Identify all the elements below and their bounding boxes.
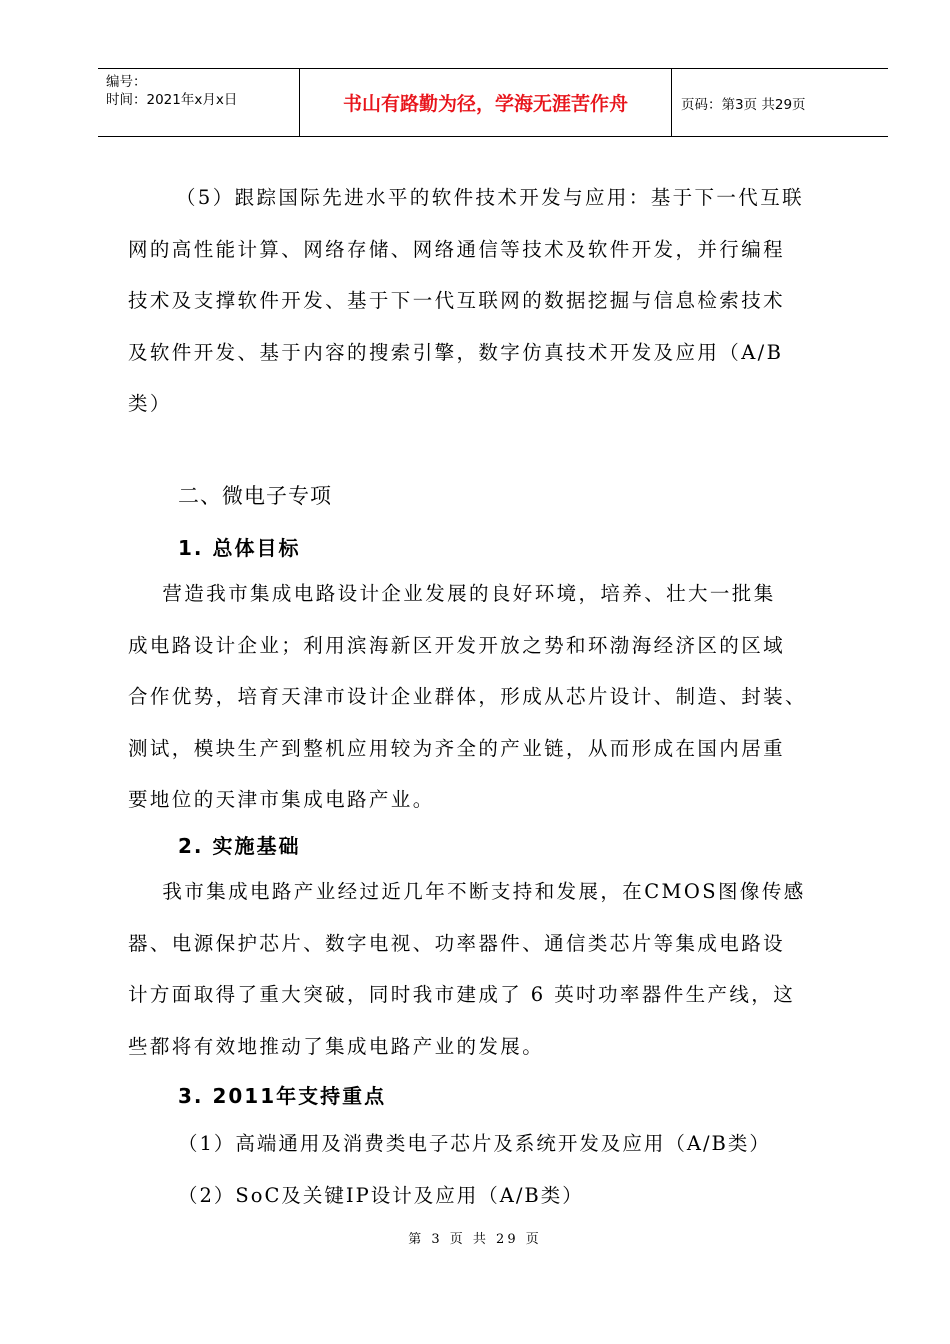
header-meta [98,69,300,136]
paragraph-line: 技术及支撑软件开发、基于下一代互联网的数据挖掘与信息检索技术 [128,289,786,312]
focus-item: （2）SoC及关键IP设计及应用（A/B类） [178,1184,584,1207]
paragraph-line: 我市集成电路产业经过近几年不断支持和发展，在CMOS图像传感 [128,880,806,903]
paragraph-line: 计方面取得了重大突破，同时我市建成了 6 英吋功率器件生产线，这 [128,983,796,1006]
paragraph-line: 成电路设计企业；利用滨海新区开发开放之势和环渤海经济区的区域 [128,633,786,657]
goal-paragraph [128,568,873,826]
document-time: 时间：2021年x月x日 [106,92,238,108]
paragraph-line: 要地位的天津市集成电路产业。 [128,788,435,811]
focus-heading: 3. 2011年支持重点 [178,1084,387,1108]
paragraph-line: 器、电源保护芯片、数字电视、功率器件、通信类芯片等集成电路设 [128,931,786,955]
focus-item: （1）高端通用及消费类电子芯片及系统开发及应用（A/B类） [178,1132,771,1155]
page-footer: 第 3 页 共 29 页 [408,1232,542,1247]
paragraph-line: 及软件开发、基于内容的搜索引擎，数字仿真技术开发及应用（A/B [128,340,784,364]
goal-heading: 1. 总体目标 [178,536,301,560]
paragraph-line: 类） [128,392,172,415]
basis-paragraph [128,866,873,1072]
paragraph-line: 营造我市集成电路设计企业发展的良好环境，培养、壮大一批集 [128,582,776,605]
document-number-label: 编号： [106,74,147,90]
paragraph-line: 些都将有效地推动了集成电路产业的发展。 [128,1034,545,1058]
section-5-paragraph [128,172,868,430]
header-page-info: 页码：第3页 共29页 [681,96,806,113]
paragraph-line: 网的高性能计算、网络存储、网络通信等技术及软件开发，并行编程 [128,237,786,261]
paragraph-line: （5）跟踪国际先进水平的软件技术开发与应用：基于下一代互联 [176,186,805,209]
paragraph-line: 合作优势，培育天津市设计企业群体，形成从芯片设计、制造、封装、 [128,685,807,708]
paragraph-line: 测试，模块生产到整机应用较为齐全的产业链，从而形成在国内居重 [128,736,786,760]
header-motto: 书山有路勤为径，学海无涯苦作舟 [300,69,672,136]
page-header [98,68,888,137]
chapter-title: 二、微电子专项 [178,484,332,508]
basis-heading: 2. 实施基础 [178,834,301,858]
